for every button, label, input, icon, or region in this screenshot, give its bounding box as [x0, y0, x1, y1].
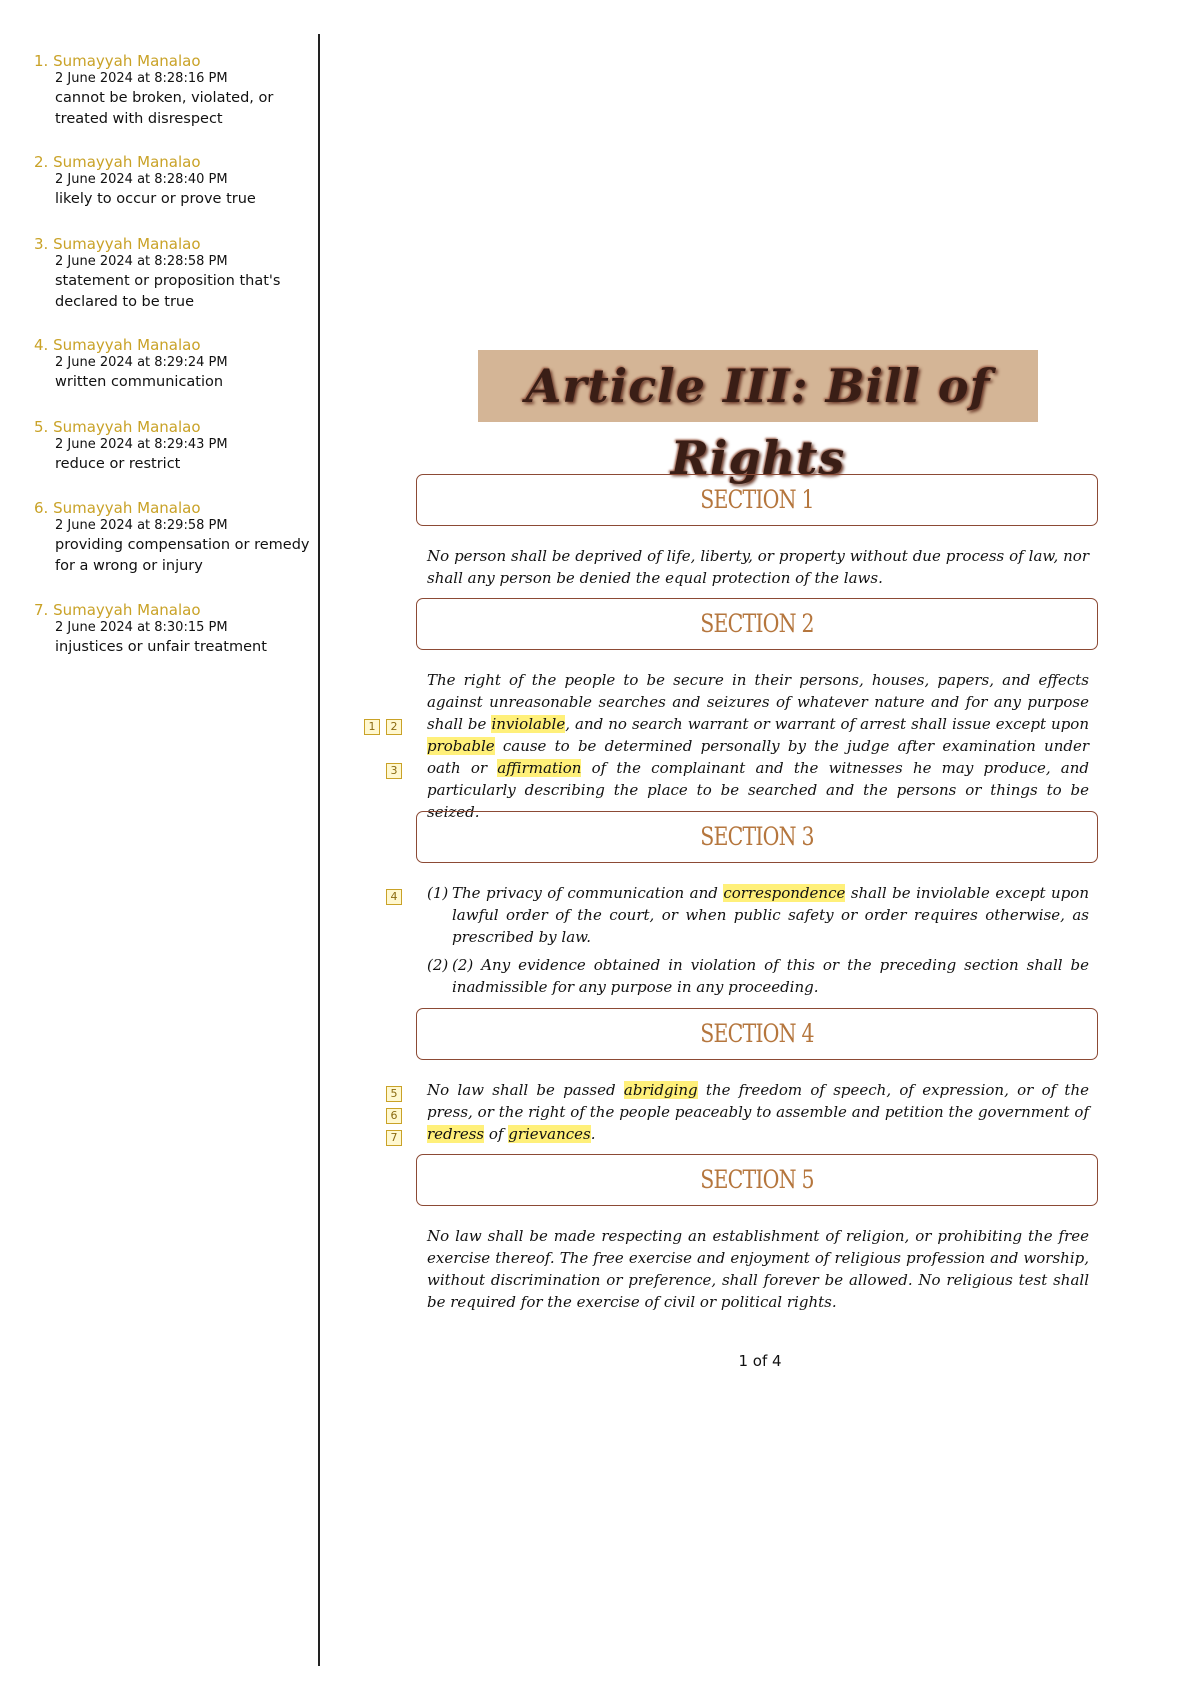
document-title: Article III: Bill of Rights [525, 359, 991, 485]
comment-author: Sumayyah Manalao [53, 601, 201, 619]
section-label: SECTION 3 [700, 822, 814, 851]
comment-date: 2 June 2024 at 8:30:15 PM [55, 620, 228, 635]
text-run: . [590, 1125, 596, 1143]
text-run: The right of the people to be secure in their persons, houses, papers, and effects against unreasonable searches and seizures of whatever nature and for any purpose shall be [427, 671, 1089, 733]
section-label: SECTION 5 [700, 1165, 814, 1194]
comment-item[interactable] [34, 235, 314, 313]
highlight-affirmation[interactable]: affirmation [497, 759, 582, 777]
comment-marker[interactable]: 1 [364, 719, 380, 735]
comment-date: 2 June 2024 at 8:28:16 PM [55, 71, 228, 86]
comment-text: cannot be broken, violated, or treated with disrespect [55, 90, 274, 127]
comment-date: 2 June 2024 at 8:29:24 PM [55, 355, 228, 370]
text-run: The privacy of communication and [452, 884, 724, 902]
highlight-probable[interactable]: probable [427, 737, 495, 755]
subsection-2 [427, 954, 1089, 998]
highlight-grievances[interactable]: grievances [508, 1125, 591, 1143]
comment-item[interactable] [34, 499, 314, 577]
comment-date: 2 June 2024 at 8:29:58 PM [55, 518, 228, 533]
highlight-abridging[interactable]: abridging [623, 1081, 698, 1099]
comment-number: 6. [34, 499, 49, 517]
section-5-header [416, 1154, 1098, 1206]
comment-number: 5. [34, 418, 49, 436]
comment-author: Sumayyah Manalao [53, 52, 201, 70]
comment-marker[interactable]: 7 [386, 1130, 402, 1146]
section-3-header [416, 811, 1098, 863]
comment-text: reduce or restrict [55, 456, 181, 472]
text-run: of the complainant and the witnesses he may produce, and particularly describing the place to be searched and the persons or things to be seized. [427, 759, 1089, 821]
comment-number: 3. [34, 235, 49, 253]
highlight-inviolable[interactable]: inviolable [491, 715, 566, 733]
highlight-redress[interactable]: redress [427, 1125, 485, 1143]
comment-item[interactable] [34, 52, 314, 130]
section-1-text: No person shall be deprived of life, liberty, or property without due process of law, nor shall any person be denied the equal protection of the laws. [427, 547, 1089, 587]
section-3-text [427, 882, 1089, 998]
comment-date: 2 June 2024 at 8:28:40 PM [55, 172, 228, 187]
subsection-number: (2) [427, 956, 449, 974]
text-run: of [484, 1125, 509, 1143]
text-run: (2) Any evidence obtained in violation of this or the preceding section shall be inadmissible for any purpose in any proceeding. [452, 956, 1089, 996]
comment-number: 2. [34, 153, 49, 171]
comment-date: 2 June 2024 at 8:28:58 PM [55, 254, 228, 269]
comment-author: Sumayyah Manalao [53, 153, 201, 171]
subsection-1 [427, 882, 1089, 948]
section-label: SECTION 1 [700, 485, 814, 514]
section-4-header [416, 1008, 1098, 1060]
comment-item[interactable] [34, 153, 314, 210]
section-label: SECTION 2 [700, 609, 814, 638]
comment-marker[interactable]: 5 [386, 1086, 402, 1102]
section-label: SECTION 4 [700, 1019, 814, 1048]
comment-marker[interactable]: 4 [386, 889, 402, 905]
comment-author: Sumayyah Manalao [53, 499, 201, 517]
section-2-header [416, 598, 1098, 650]
comment-text: injustices or unfair treatment [55, 639, 267, 655]
document-page [320, 0, 1200, 1696]
comments-sidebar [0, 0, 318, 1696]
comment-text: written communication [55, 374, 224, 390]
comment-author: Sumayyah Manalao [53, 418, 201, 436]
comment-marker[interactable]: 3 [386, 763, 402, 779]
comment-number: 4. [34, 336, 49, 354]
section-5-text: No law shall be made respecting an establishment of religion, or prohibiting the free exercise thereof. The free exercise and enjoyment of religious profession and worship, without discrimination or preference, shall forever be allowed. No religious test shall be required for the exercise of civil or political rights. [427, 1227, 1089, 1311]
section-2-text [427, 669, 1089, 823]
section-1-header [416, 474, 1098, 526]
highlight-correspondence[interactable]: correspondence [723, 884, 846, 902]
section-4-text [427, 1079, 1089, 1145]
title-banner [478, 350, 1038, 485]
comment-marker[interactable]: 6 [386, 1108, 402, 1124]
comment-number: 7. [34, 601, 49, 619]
text-run: cause to be determined personally by the judge after examination under oath or [427, 737, 1089, 777]
comment-text: statement or proposition that's declared to be true [55, 273, 281, 310]
comment-item[interactable] [34, 336, 314, 393]
comment-author: Sumayyah Manalao [53, 235, 201, 253]
text-run: , and no search warrant or warrant of arrest shall issue except upon [565, 715, 1089, 733]
text-run: the freedom of speech, of expression, or of the press, or the right of the people peaceably to assemble and petition the government of [427, 1081, 1089, 1121]
page-number: 1 of 4 [738, 1352, 782, 1370]
text-run: No law shall be passed [427, 1081, 624, 1099]
comment-date: 2 June 2024 at 8:29:43 PM [55, 437, 228, 452]
comment-item[interactable] [34, 418, 314, 475]
comment-marker[interactable]: 2 [386, 719, 402, 735]
comment-text: providing compensation or remedy for a wrong or injury [55, 537, 310, 574]
comment-author: Sumayyah Manalao [53, 336, 201, 354]
text-run: shall be inviolable except upon lawful order of the court, or when public safety or order requires otherwise, as prescribed by law. [452, 884, 1089, 946]
comment-item[interactable] [34, 601, 314, 658]
comment-text: likely to occur or prove true [55, 191, 256, 207]
comment-number: 1. [34, 52, 49, 70]
subsection-number: (1) [427, 884, 449, 902]
